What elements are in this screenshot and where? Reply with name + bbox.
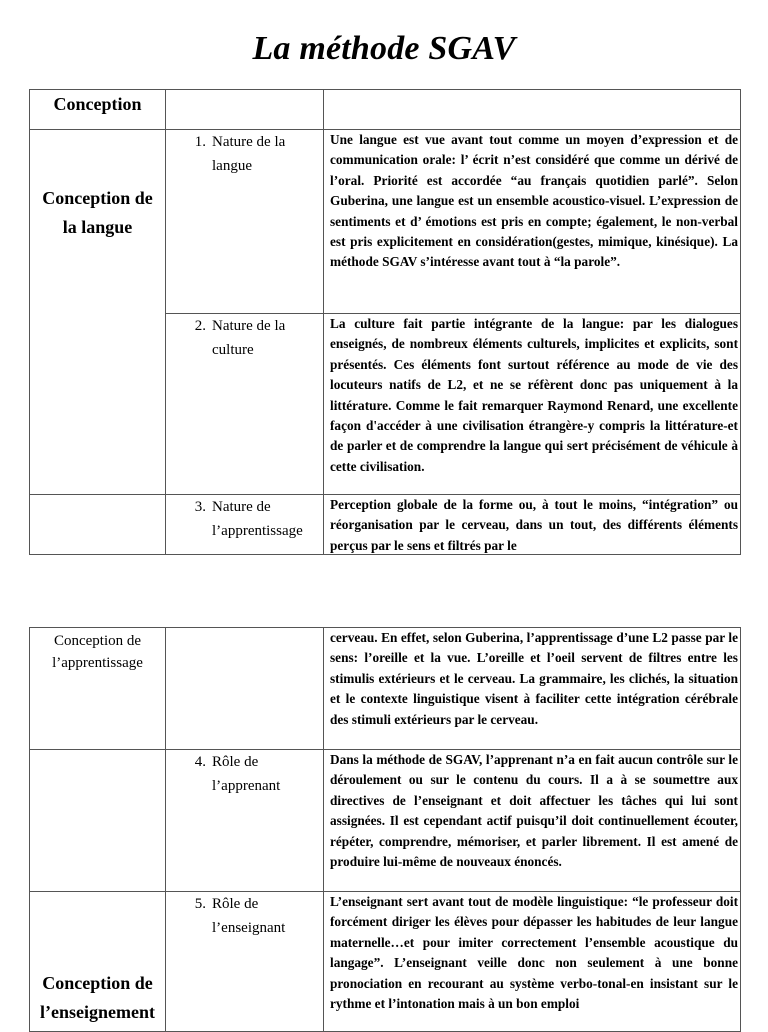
row-number: 5. bbox=[194, 896, 206, 912]
continued-text: cerveau. En effet, selon Guberina, l’apprentissage d’une L2 passe par le sens: l’oreille et la vue. L’oreille et l’oeil servent de filtres entre les stimulis extérieurs et le cerveau. La grammaire, les clichés, la situation et le contexte linguistique visent à faciliter cette intégration cérébrale des stimuli extérieurs par le cerveau. bbox=[330, 630, 738, 727]
row-label: Nature de l’apprentissage bbox=[212, 499, 303, 539]
row-label-2 bbox=[166, 314, 323, 362]
table-row bbox=[30, 130, 741, 314]
table-row bbox=[30, 495, 741, 555]
empty-cell bbox=[30, 750, 166, 892]
group-cell bbox=[30, 130, 166, 495]
group-label-enseignement: Conception de l’enseignement bbox=[40, 973, 155, 1022]
empty-cell bbox=[166, 90, 324, 130]
row-label-5 bbox=[166, 892, 323, 940]
label-cell bbox=[166, 314, 324, 495]
text-cell bbox=[324, 314, 741, 495]
row-number: 4. bbox=[194, 754, 206, 770]
row-text-1: Une langue est vue avant tout comme un moyen d’expression et de communication orale: l’ écrit n’est considéré que comme un dérivé de l’oral. Priorité est accordée “au français quotidien parlé”. Selon Guberina, une langue est un ensemble acoustico-visuel. L’expression de sentiments et d’ émotions est pris en compte; également, le non-verbal est pris explicitement en considération(gestes, mimique, kinésique). La méthode SGAV s’intéresse avant tout à “la parole”. bbox=[330, 132, 738, 270]
row-label-4 bbox=[166, 750, 323, 798]
row-label-1 bbox=[166, 130, 323, 178]
text-cell bbox=[324, 750, 741, 892]
table-row bbox=[30, 892, 741, 1032]
row-number: 3. bbox=[194, 499, 206, 515]
row-label: Rôle de l’enseignant bbox=[212, 896, 286, 936]
row-number: 1. bbox=[194, 134, 206, 150]
group-cell bbox=[30, 892, 166, 1032]
row-text-2: La culture fait partie intégrante de la langue: par les dialogues enseignés, de nombreux éléments culturels, implicites et explicits, sont présentés. Ces éléments font surtout référence au mode de vie des locuteurs natifs de L2, et ne se réfèrent donc pas uniquement à la littérature. Comme le fait remarquer Raymond Renard, une excellente façon d'accéder à une civilisation étrangère-y compris la littérature-et de parler et de comprendre la langue qui sert précisément de véhicule à cette civilisation. bbox=[330, 316, 738, 474]
label-cell bbox=[166, 130, 324, 314]
row-label-3 bbox=[166, 495, 323, 543]
label-cell bbox=[166, 495, 324, 555]
group-label-apprentissage: Conception de l’apprentissage bbox=[52, 633, 143, 671]
page-title: La méthode SGAV bbox=[252, 30, 516, 67]
row-text-5: L’enseignant sert avant tout de modèle linguistique: “le professeur doit forcément diriger les élèves pour dépasser les habitudes de leur langue maternelle…et pour imiter correctement l’ensemble acoustique du langage”. L’enseignant veille donc non seulement à une bonne pronociation en recourant au système verbo-tonal-en insistant sur le rythme et l’intonation mais à un bon emploi bbox=[330, 894, 738, 1012]
label-cell bbox=[166, 892, 324, 1032]
row-text-4: Dans la méthode de SGAV, l’apprenant n’a en fait aucun contrôle sur le déroulement ou sur le contenu du cours. Il a à se soumettre aux directives de l’enseignant et doit affectuer les tâches qui lui sont assignées. Il est cependant actif puisqu’il doit continuellement écouter, répéter, comprendre, mémoriser, et parler librement. Il est amené de produire lui-même de nouveaux énoncés. bbox=[330, 752, 738, 870]
row-label: Rôle de l’apprenant bbox=[212, 754, 281, 794]
table-conception-langue bbox=[29, 89, 741, 555]
text-cell bbox=[324, 130, 741, 314]
table-header-row bbox=[30, 90, 741, 130]
table-row bbox=[30, 750, 741, 892]
label-cell bbox=[166, 750, 324, 892]
group-label-langue: Conception de la langue bbox=[42, 188, 153, 237]
table-conception-apprentissage bbox=[29, 627, 741, 1032]
group-cell bbox=[30, 628, 166, 750]
row-text-3: Perception globale de la forme ou, à tout le moins, “intégration” ou réorganisation par le cerveau, dans un tout, des différents éléments perçus par le sens et filtrés par le bbox=[330, 497, 738, 553]
table-row bbox=[30, 628, 741, 750]
empty-cell bbox=[30, 495, 166, 555]
empty-cell bbox=[166, 628, 324, 750]
header-cell bbox=[30, 90, 166, 130]
row-number: 2. bbox=[194, 318, 206, 334]
text-cell bbox=[324, 495, 741, 555]
text-cell bbox=[324, 628, 741, 750]
header-conception: Conception bbox=[53, 94, 142, 114]
row-label: Nature de la culture bbox=[212, 318, 286, 358]
text-cell bbox=[324, 892, 741, 1032]
row-label: Nature de la langue bbox=[212, 134, 286, 174]
empty-cell bbox=[324, 90, 741, 130]
